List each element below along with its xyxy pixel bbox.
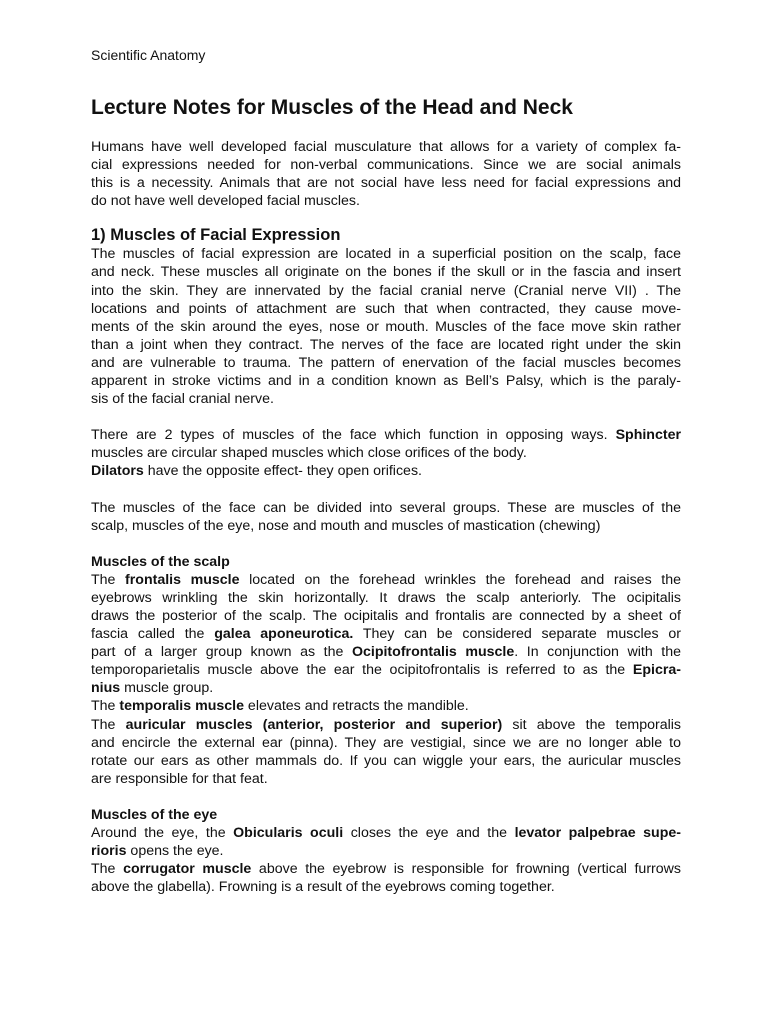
text-run: fascia called the	[91, 626, 215, 643]
text-line: and are vulnerable to trauma. The pattern of enervation of the facial muscles becomes	[91, 354, 681, 371]
text-run: The	[91, 698, 120, 715]
intro-paragraph	[91, 138, 681, 210]
text-line	[91, 625, 681, 643]
text-run: opens the eye.	[126, 843, 224, 860]
text-run: elevates and retracts the mandible.	[243, 698, 469, 715]
text-run: temporoparietalis muscle above the ear the ocipitofrontalis is referred to as the	[91, 662, 633, 679]
text-line	[91, 716, 681, 734]
text-line: are responsible for that feat.	[91, 770, 268, 787]
term-dilators: Dilators	[91, 463, 144, 480]
text-line: and neck. These muscles all originate on the bones if the skull or in the fascia and insert	[91, 264, 681, 281]
term-auricular: auricular muscles (anterior, posterior and superior)	[125, 716, 503, 733]
text-run: sit above the temporalis	[502, 716, 681, 733]
text-line: into the skin. They are innervated by the facial cranial nerve (Cranial nerve VII) . The	[91, 282, 681, 299]
text-line	[91, 860, 681, 878]
text-line	[91, 643, 681, 661]
eye-paragraph	[91, 824, 681, 896]
text-line	[91, 661, 681, 679]
muscle-groups-paragraph	[91, 499, 681, 535]
muscle-types-paragraph	[91, 426, 681, 480]
text-line: and encircle the external ear (pinna). They are vestigial, since we are no longer able to	[91, 734, 681, 751]
text-line: above the glabella). Frowning is a result of the eyebrows coming together.	[91, 879, 555, 896]
text-line	[91, 462, 681, 480]
term-sphincter: Sphincter	[615, 427, 681, 444]
text-line	[91, 842, 681, 860]
text-line: muscles are circular shaped muscles which close orifices of the body.	[91, 445, 527, 462]
term-temporalis: temporalis muscle	[119, 698, 244, 715]
text-line: do not have well developed facial muscles.	[91, 193, 360, 210]
term-epicranius: nius	[91, 680, 121, 697]
text-line: scalp, muscles of the eye, nose and mouth and muscles of mastication (chewing)	[91, 517, 601, 534]
text-run: They can be considered separate muscles or	[353, 626, 681, 643]
text-line: cial expressions needed for non-verbal communications. Since we are social animals	[91, 157, 681, 174]
text-line: rotate our ears as other mammals do. If you can wiggle your ears, the auricular muscles	[91, 752, 681, 769]
page-title: Lecture Notes for Muscles of the Head and Neck	[91, 96, 573, 119]
text-run: above the eyebrow is responsible for frowning (vertical furrows	[251, 861, 681, 878]
term-obicularis-oculi: Obicularis oculi	[233, 825, 344, 841]
facial-expression-paragraph	[91, 245, 681, 408]
text-line	[91, 697, 681, 715]
text-run: have the opposite effect- they open orifices.	[143, 463, 422, 480]
subheading-scalp: Muscles of the scalp	[91, 553, 230, 570]
text-run: . In conjunction with the	[514, 644, 681, 661]
term-levator-palpebrae: rioris	[91, 843, 127, 860]
text-line: this is a necessity. Animals that are not social have less need for facial expressions and	[91, 175, 681, 192]
text-run: There are 2 types of muscles of the face which function in opposing ways.	[91, 427, 616, 444]
text-run: located on the forehead wrinkles the forehead and raises the	[239, 571, 681, 588]
text-line	[91, 571, 681, 589]
subheading-eye: Muscles of the eye	[91, 806, 218, 823]
scalp-paragraph	[91, 571, 681, 788]
term-epicranius: Epicra-	[632, 662, 681, 679]
text-line	[91, 426, 681, 444]
term-frontalis: frontalis muscle	[125, 571, 240, 588]
running-head: Scientific Anatomy	[91, 47, 206, 63]
text-run: Around the eye, the	[91, 825, 234, 841]
text-line: draws the posterior of the scalp. The ocipitalis and frontalis are connected by a sheet of	[91, 607, 681, 624]
text-line: The muscles of facial expression are located in a superficial position on the scalp, face	[91, 246, 681, 263]
text-run: The	[91, 571, 126, 588]
text-line: sis of the facial cranial nerve.	[91, 391, 274, 408]
text-line	[91, 679, 681, 697]
section-heading-facial-expression: 1) Muscles of Facial Expression	[91, 226, 341, 245]
text-line: Humans have well developed facial musculature that allows for a variety of complex fa-	[91, 139, 681, 155]
text-line: apparent in stroke victims and in a condition known as Bell’s Palsy, which is the paraly-	[91, 373, 681, 390]
term-galea: galea aponeurotica.	[214, 626, 354, 643]
text-line: The muscles of the face can be divided into several groups. These are muscles of the	[91, 499, 681, 516]
term-levator-palpebrae: levator palpebrae supe-	[514, 825, 682, 841]
document-body	[91, 138, 681, 896]
text-line: than a joint when they contract. The nerves of the face are located right under the skin	[91, 336, 681, 353]
text-line: ments of the skin around the eyes, nose or mouth. Muscles of the face move skin rather	[91, 318, 681, 335]
text-run: muscle group.	[120, 680, 214, 697]
text-line: locations and points of attachment are such that when contracted, they cause move-	[91, 300, 681, 317]
text-run: part of a larger group known as the	[91, 644, 352, 661]
text-line	[91, 824, 681, 842]
text-run: The	[91, 716, 126, 733]
term-corrugator: corrugator muscle	[123, 861, 252, 878]
text-run: closes the eye and the	[343, 825, 515, 841]
term-ocipitofrontalis: Ocipitofrontalis muscle	[351, 644, 515, 661]
text-line: eyebrows wrinkling the skin horizontally. It draws the scalp anteriorly. The ocipitalis	[91, 589, 681, 606]
text-run: The	[91, 861, 124, 878]
